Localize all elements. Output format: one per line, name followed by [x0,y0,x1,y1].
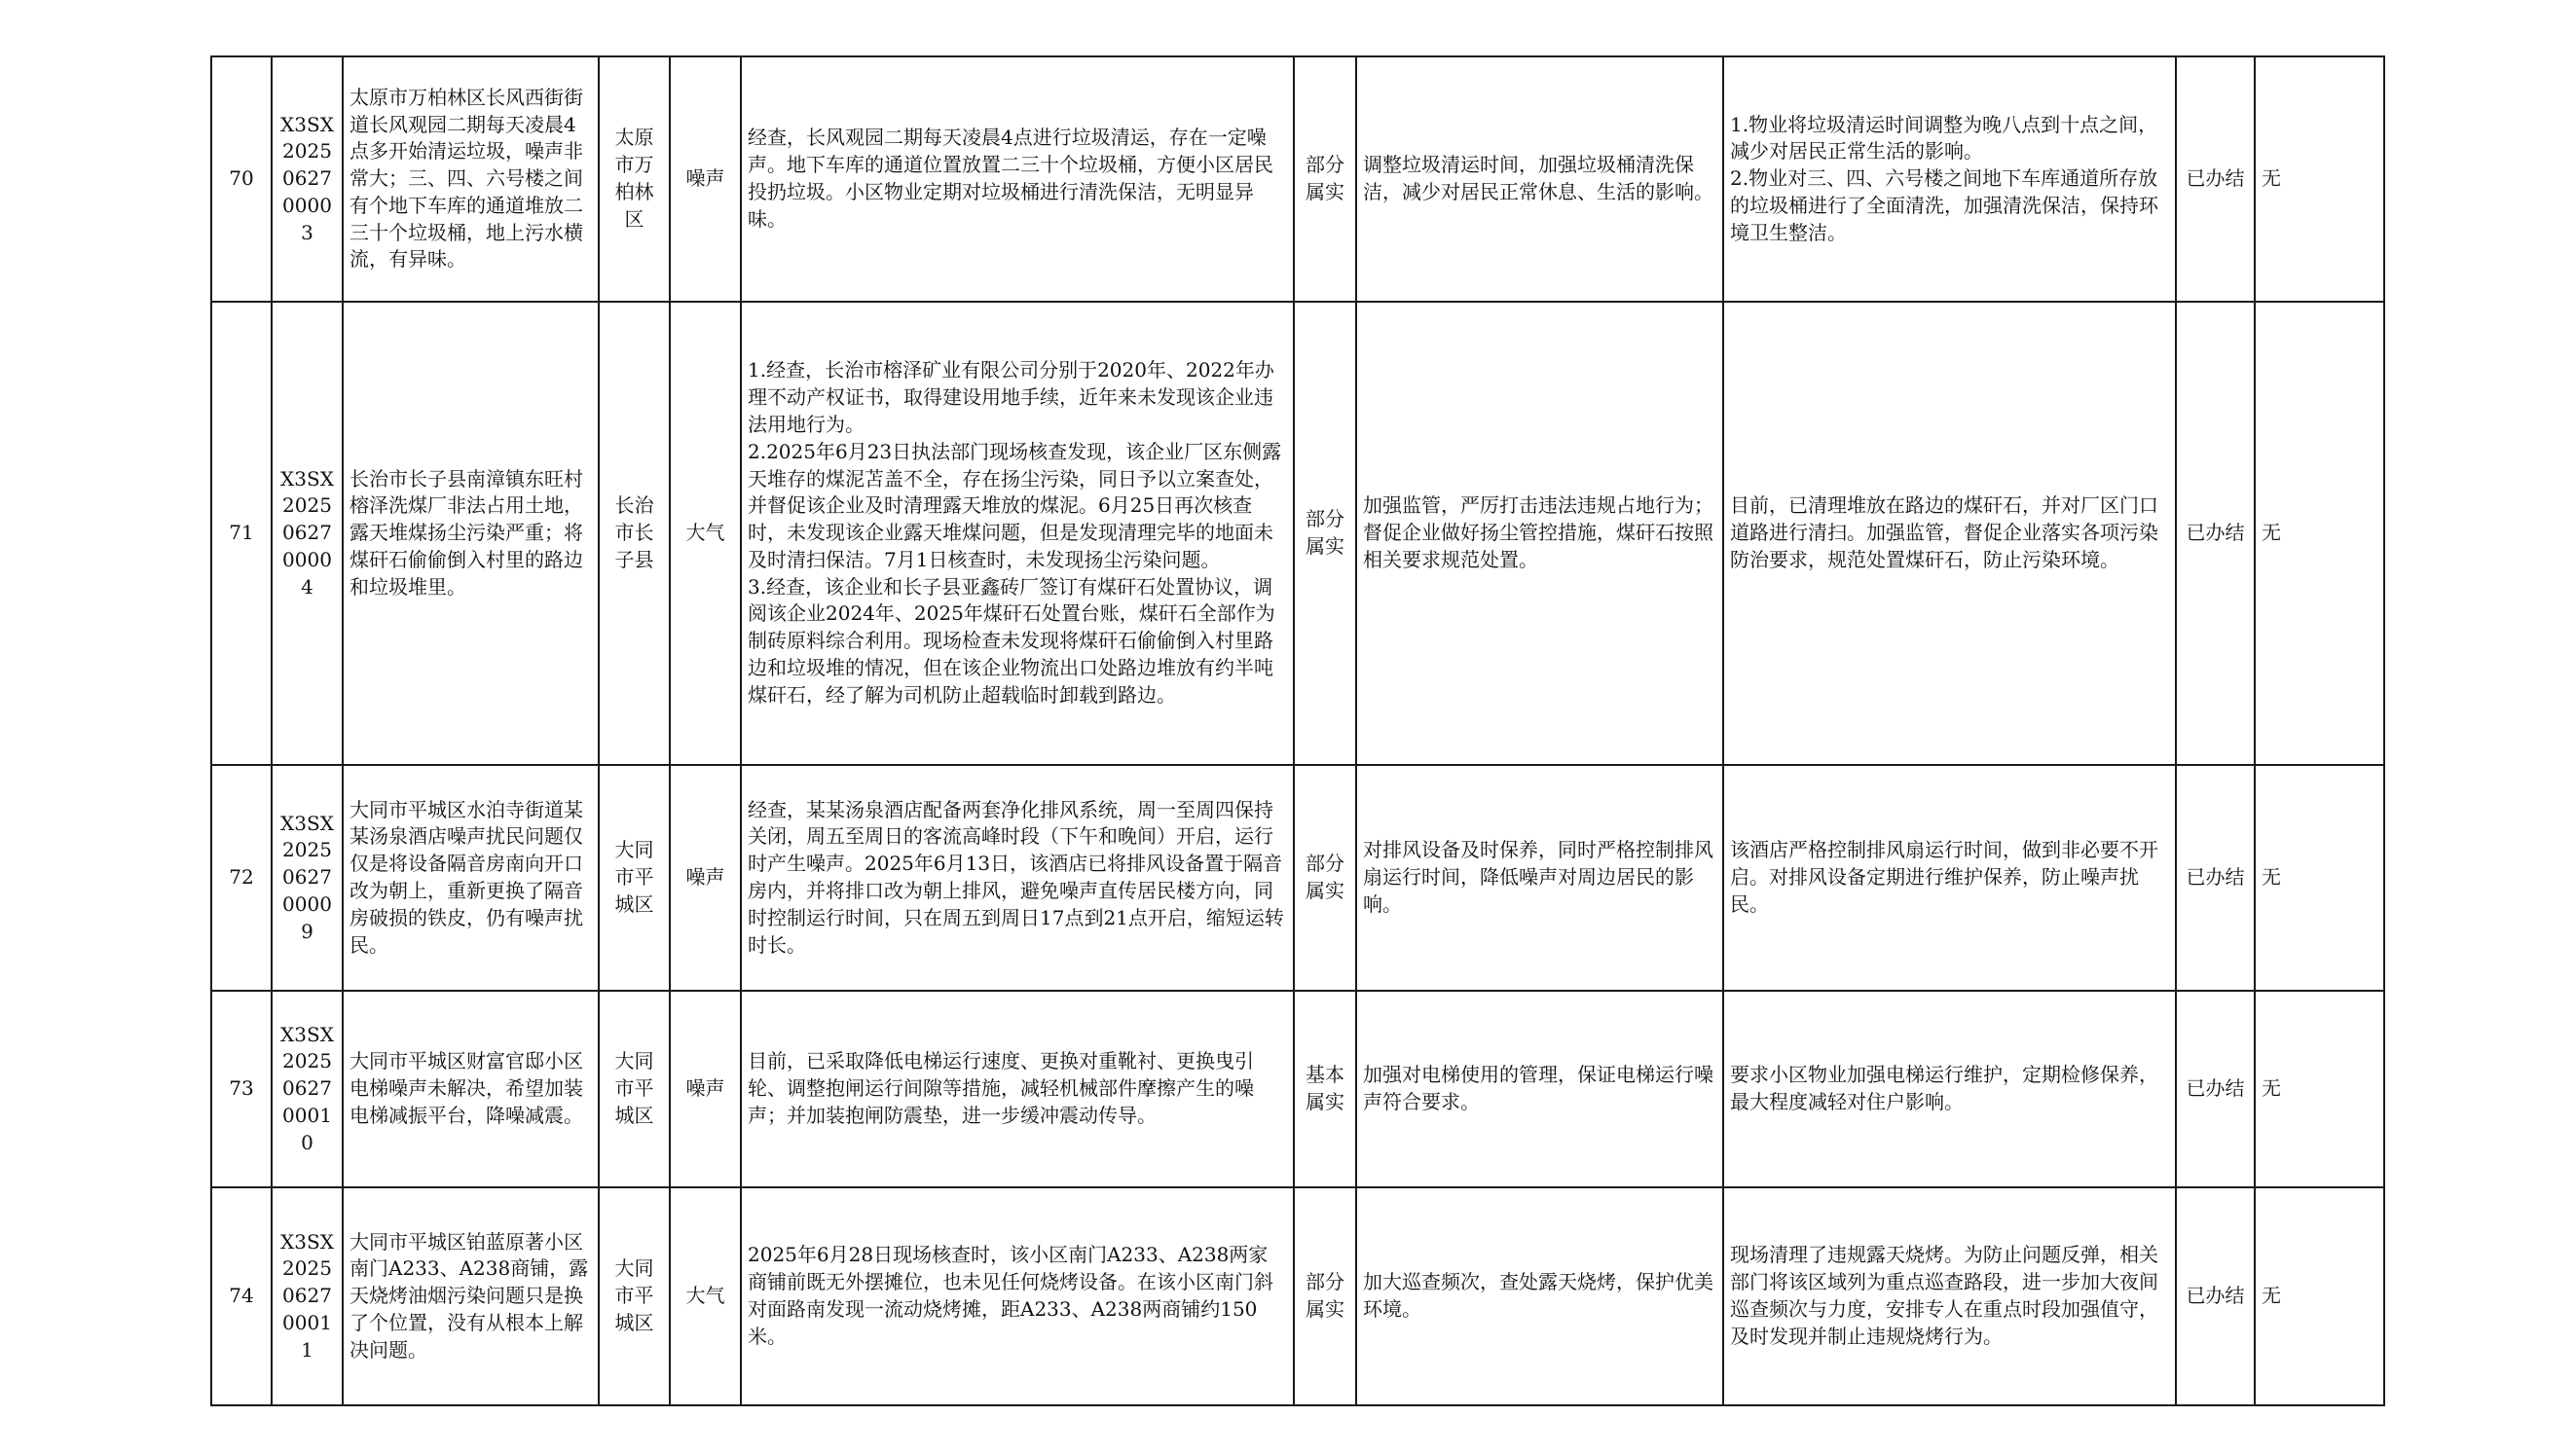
case-code-cell: X3SX2025062700004 [272,302,343,765]
rectification-status-cell [1723,302,2176,765]
paragraph: 2025年6月28日现场核查时，该小区南门A233、A238两家商铺前既无外摆摊位，也未见任何烧烤设备。在该小区南门斜对面路南发现一流动烧烤摊，距A233、A238两商铺约150米。 [748,1243,1273,1348]
verdict-cell: 基本属实 [1294,991,1356,1187]
pollution-category-cell: 噪声 [670,765,741,991]
case-code-cell: X3SX2025062700011 [272,1187,343,1405]
completion-status-cell: 已办结 [2176,765,2255,991]
completion-status-cell: 已办结 [2176,991,2255,1187]
administrative-area-cell: 大同市平城区 [599,765,670,991]
investigation-findings-cell [741,1187,1294,1405]
row-number-cell: 71 [211,302,272,765]
completion-status-cell: 已办结 [2176,1187,2255,1405]
paragraph: 2.2025年6月23日执法部门现场核查发现，该企业厂区东侧露天堆存的煤泥苫盖不全，存在扬尘污染，同日予以立案查处，并督促该企业及时清理露天堆放的煤泥。6月25日再次核查时，未发现该企业露天堆煤问题，但是发现清理完毕的地面未及时清扫保洁。7月1日核查时，未发现扬尘污染问题。 [748,439,1282,571]
row-number-cell: 73 [211,991,272,1187]
administrative-area-cell: 长治市长子县 [599,302,670,765]
paragraph: 目前，已清理堆放在路边的煤矸石，并对厂区门口道路进行清扫。加强监管，督促企业落实各项污染防治要求，规范处置煤矸石，防止污染环境。 [1730,493,2158,571]
case-code-cell: X3SX2025062700009 [272,765,343,991]
pollution-category-cell: 噪声 [670,56,741,302]
paragraph: 要求小区物业加强电梯运行维护，定期检修保养，最大程度减轻对住户影响。 [1730,1063,2158,1113]
table-body [211,56,2384,1405]
table-row [211,991,2384,1187]
investigation-findings-cell [741,302,1294,765]
paragraph: 该酒店严格控制排风扇运行时间，做到非必要不开启。对排风设备定期进行维护保养，防止噪声扰民。 [1730,838,2158,916]
accountability-cell: 无 [2255,1187,2384,1405]
paragraph: 现场清理了违规露天烧烤。为防止问题反弹，相关部门将该区域列为重点巡查路段，进一步加大夜间巡查频次与力度，安排专人在重点时段加强值守，及时发现并制止违规烧烤行为。 [1730,1243,2158,1348]
rectification-status-cell [1723,1187,2176,1405]
row-number-cell: 74 [211,1187,272,1405]
rectification-status-cell [1723,991,2176,1187]
pollution-category-cell: 大气 [670,302,741,765]
handling-measures-cell: 对排风设备及时保养，同时严格控制排风扇运行时间，降低噪声对周边居民的影响。 [1356,765,1723,991]
case-code-cell: X3SX2025062700003 [272,56,343,302]
case-code-cell: X3SX2025062700010 [272,991,343,1187]
table-row [211,302,2384,765]
accountability-cell: 无 [2255,991,2384,1187]
handling-measures-cell: 调整垃圾清运时间，加强垃圾桶清洗保洁，减少对居民正常休息、生活的影响。 [1356,56,1723,302]
handling-measures-cell: 加强对电梯使用的管理，保证电梯运行噪声符合要求。 [1356,991,1723,1187]
table-row [211,56,2384,302]
complaint-content-cell: 太原市万柏林区长风西街街道长风观园二期每天凌晨4点多开始清运垃圾，噪声非常大；三、四、六号楼之间有个地下车库的通道堆放二三十个垃圾桶，地上污水横流，有异味。 [343,56,599,302]
investigation-findings-cell [741,991,1294,1187]
verdict-cell: 部分属实 [1294,765,1356,991]
accountability-cell: 无 [2255,302,2384,765]
complaint-content-cell: 长治市长子县南漳镇东旺村榕泽洗煤厂非法占用土地，露天堆煤扬尘污染严重；将煤矸石偷偷倒入村里的路边和垃圾堆里。 [343,302,599,765]
completion-status-cell: 已办结 [2176,302,2255,765]
paragraph: 经查，某某汤泉酒店配备两套净化排风系统，周一至周四保持关闭，周五至周日的客流高峰时段（下午和晚间）开启，运行时产生噪声。2025年6月13日，该酒店已将排风设备置于隔音房内，并将排口改为朝上排风，避免噪声直传居民楼方向，同时控制运行时间，只在周五到周日17点到21点开启，缩短运转时长。 [748,797,1284,957]
rectification-status-cell [1723,765,2176,991]
table-row [211,765,2384,991]
paragraph: 1.物业将垃圾清运时间调整为晚八点到十点之间，减少对居民正常生活的影响。 [1730,112,2158,164]
administrative-area-cell: 太原市万柏林区 [599,56,670,302]
pollution-category-cell: 大气 [670,1187,741,1405]
investigation-findings-cell [741,765,1294,991]
paragraph: 3.经查，该企业和长子县亚鑫砖厂签订有煤矸石处置协议，调阅该企业2024年、2025年煤矸石处置台账，煤矸石全部作为制砖原料综合利用。现场检查未发现将煤矸石偷偷倒入村里路边和垃圾堆的情况，但在该企业物流出口处路边堆放有约半吨煤矸石，经了解为司机防止超载临时卸载到路边。 [748,574,1275,707]
complaint-content-cell: 大同市平城区铂蓝原著小区南门A233、A238商铺，露天烧烤油烟污染问题只是换了个位置，没有从根本上解决问题。 [343,1187,599,1405]
paragraph: 目前，已采取降低电梯运行速度、更换对重靴衬、更换曳引轮、调整抱闸运行间隙等措施，减轻机械部件摩擦产生的噪声；并加装抱闸防震垫，进一步缓冲震动传导。 [748,1049,1254,1127]
administrative-area-cell: 大同市平城区 [599,991,670,1187]
complaint-content-cell: 大同市平城区财富官邸小区电梯噪声未解决，希望加装电梯减振平台，降噪减震。 [343,991,599,1187]
verdict-cell: 部分属实 [1294,302,1356,765]
handling-measures-cell: 加强监管，严厉打击违法违规占地行为；督促企业做好扬尘管控措施，煤矸石按照相关要求规范处置。 [1356,302,1723,765]
administrative-area-cell: 大同市平城区 [599,1187,670,1405]
investigation-findings-cell [741,56,1294,302]
paragraph: 2.物业对三、四、六号楼之间地下车库通道所存放的垃圾桶进行了全面清洗，加强清洗保洁，保持环境卫生整洁。 [1730,166,2158,244]
row-number-cell: 72 [211,765,272,991]
accountability-cell: 无 [2255,765,2384,991]
paragraph: 经查，长风观园二期每天凌晨4点进行垃圾清运，存在一定噪声。地下车库的通道位置放置二三十个垃圾桶，方便小区居民投扔垃圾。小区物业定期对垃圾桶进行清洗保洁，无明显异味。 [748,126,1273,231]
pollution-category-cell: 噪声 [670,991,741,1187]
verdict-cell: 部分属实 [1294,1187,1356,1405]
verdict-cell: 部分属实 [1294,56,1356,302]
accountability-cell: 无 [2255,56,2384,302]
row-number-cell: 70 [211,56,272,302]
table-row [211,1187,2384,1405]
handling-measures-cell: 加大巡查频次，查处露天烧烤，保护优美环境。 [1356,1187,1723,1405]
rectification-status-cell [1723,56,2176,302]
completion-status-cell: 已办结 [2176,56,2255,302]
case-table [210,55,2385,1406]
complaint-content-cell: 大同市平城区水泊寺街道某某汤泉酒店噪声扰民问题仅仅是将设备隔音房南向开口改为朝上，重新更换了隔音房破损的铁皮，仍有噪声扰民。 [343,765,599,991]
paragraph: 1.经查，长治市榕泽矿业有限公司分别于2020年、2022年办理不动产权证书，取得建设用地手续，近年来未发现该企业违法用地行为。 [748,358,1274,436]
